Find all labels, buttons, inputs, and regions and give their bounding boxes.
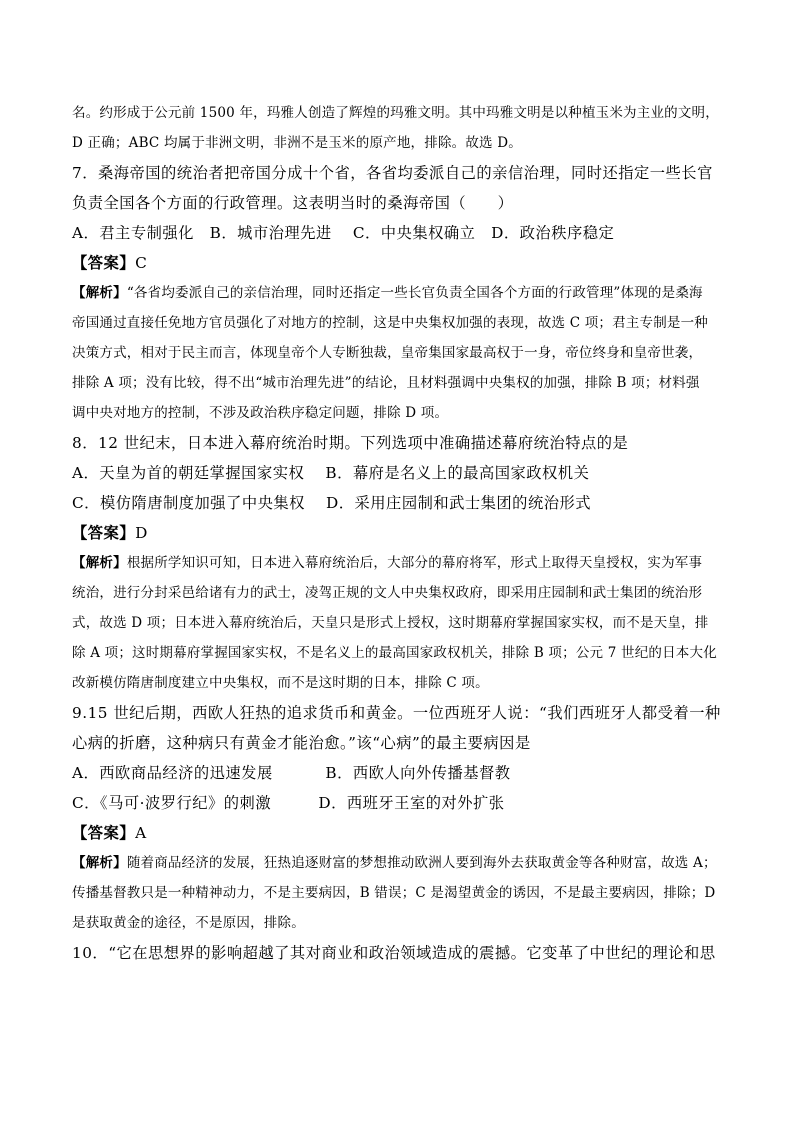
question-line [72, 728, 732, 758]
line-text: 10．“它在思想界的影响超越了其对商业和政治领域造成的震撼。它变革了中世纪的理论和思 [72, 944, 716, 962]
line-text: C [135, 254, 148, 272]
line-text: A．西欧商品经济的迅速发展 B．西欧人向外传播基督教 [72, 764, 511, 782]
explanation-line [72, 638, 732, 668]
question-line [72, 938, 732, 968]
explanation-line [72, 308, 732, 338]
explanation-line [72, 878, 732, 908]
line-text: “各省均委派自己的亲信治理，同时还指定一些长官负责全国各个方面的行政管理”体现的是桑海 [126, 285, 703, 301]
line-text: 改新模仿隋唐制度建立中央集权，而不是这时期的日本，排除 C 项。 [72, 675, 489, 691]
answer-line [72, 518, 732, 548]
line-text: 是获取黄金的途径，不是原因，排除。 [72, 915, 305, 931]
section-label: 【答案】 [72, 254, 136, 272]
line-text: C．《马可·波罗行纪》的刺激 D．西班牙王室的对外扩张 [72, 794, 505, 812]
question-line [72, 458, 732, 488]
line-text: A．天皇为首的朝廷掌握国家实权 B．幕府是名义上的最高国家政权机关 [72, 464, 590, 482]
explanation-line [72, 668, 732, 698]
explanation-line [72, 98, 732, 128]
line-text: A [135, 824, 147, 842]
explanation-line [72, 368, 732, 398]
line-text: 式，故选 D 项；日本进入幕府统治后，天皇只是形式上授权，这时期幕府掌握国家实权，而不是天皇，排 [72, 615, 709, 631]
section-label: 【解析】 [72, 855, 127, 871]
line-text: 排除 A 项；没有比较，得不出“城市治理先进”的结论，且材料强调中央集权的加强，排除 B 项；材料强 [72, 375, 700, 391]
section-label: 【解析】 [72, 555, 127, 571]
section-label: 【答案】 [72, 824, 136, 842]
analysis-line [72, 848, 732, 878]
line-text: C．模仿隋唐制度加强了中央集权 D．采用庄园制和武士集团的统治形式 [72, 494, 592, 512]
explanation-line [72, 398, 732, 428]
question-line [72, 758, 732, 788]
question-line [72, 788, 732, 818]
explanation-line [72, 608, 732, 638]
question-line [72, 188, 732, 218]
line-text: 除 A 项；这时期幕府掌握国家实权，不是名义上的最高国家政权机关，排除 B 项；公元 7 世纪的日本大化 [72, 645, 717, 661]
explanation-line [72, 578, 732, 608]
question-line [72, 218, 732, 248]
line-text: 心病的折磨，这种病只有黄金才能治愈。”该“心病”的最主要病因是 [72, 734, 531, 752]
question-line [72, 158, 732, 188]
document-body [72, 98, 732, 968]
line-text: 8．12 世纪末，日本进入幕府统治时期。下列选项中准确描述幕府统治特点的是 [72, 434, 629, 452]
analysis-line [72, 548, 732, 578]
question-line [72, 428, 732, 458]
line-text: 随着商品经济的发展，狂热追逐财富的梦想推动欧洲人要到海外去获取黄金等各种财富，故选 A； [126, 855, 717, 871]
line-text: 7．桑海帝国的统治者把帝国分成十个省，各省均委派自己的亲信治理，同时还指定一些长官 [72, 164, 713, 182]
line-text: 名。约形成于公元前 1500 年，玛雅人创造了辉煌的玛雅文明。其中玛雅文明是以种植玉米为主业的文明， [72, 105, 719, 121]
line-text: D [135, 524, 148, 542]
line-text: A．君主专制强化 B．城市治理先进 C．中央集权确立 D．政治秩序稳定 [72, 224, 615, 242]
line-text: D 正确；ABC 均属于非洲文明，非洲不是玉米的原产地，排除。故选 D。 [72, 135, 522, 151]
line-text: 传播基督教只是一种精神动力，不是主要病因，B 错误；C 是渴望黄金的诱因，不是最主要病因，排除；D [72, 885, 716, 901]
section-label: 【解析】 [72, 285, 127, 301]
line-text: 调中央对地方的控制，不涉及政治秩序稳定问题，排除 D 项。 [72, 405, 449, 421]
line-text: 帝国通过直接任免地方官员强化了对地方的控制，这是中央集权加强的表现，故选 C 项；君主专制是一种 [72, 315, 709, 331]
answer-line [72, 248, 732, 278]
line-text: 9.15 世纪后期，西欧人狂热的追求货币和黄金。一位西班牙人说：“我们西班牙人都受着一种 [72, 704, 721, 722]
line-text: 统治，进行分封采邑给诸有力的武士，凌驾正规的文人中央集权政府，即采用庄园制和武士集团的统治形 [72, 585, 703, 601]
explanation-line [72, 128, 732, 158]
line-text: 负责全国各个方面的行政管理。这表明当时的桑海帝国（ ） [72, 194, 514, 212]
question-line [72, 488, 732, 518]
section-label: 【答案】 [72, 524, 136, 542]
question-line [72, 698, 732, 728]
answer-line [72, 818, 732, 848]
line-text: 根据所学知识可知，日本进入幕府统治后，大部分的幕府将军，形式上取得天皇授权，实为军事 [126, 555, 703, 571]
explanation-line [72, 908, 732, 938]
analysis-line [72, 278, 732, 308]
explanation-line [72, 338, 732, 368]
line-text: 决策方式，相对于民主而言，体现皇帝个人专断独裁，皇帝集国家最高权于一身，帝位终身和皇帝世袭， [72, 345, 703, 361]
